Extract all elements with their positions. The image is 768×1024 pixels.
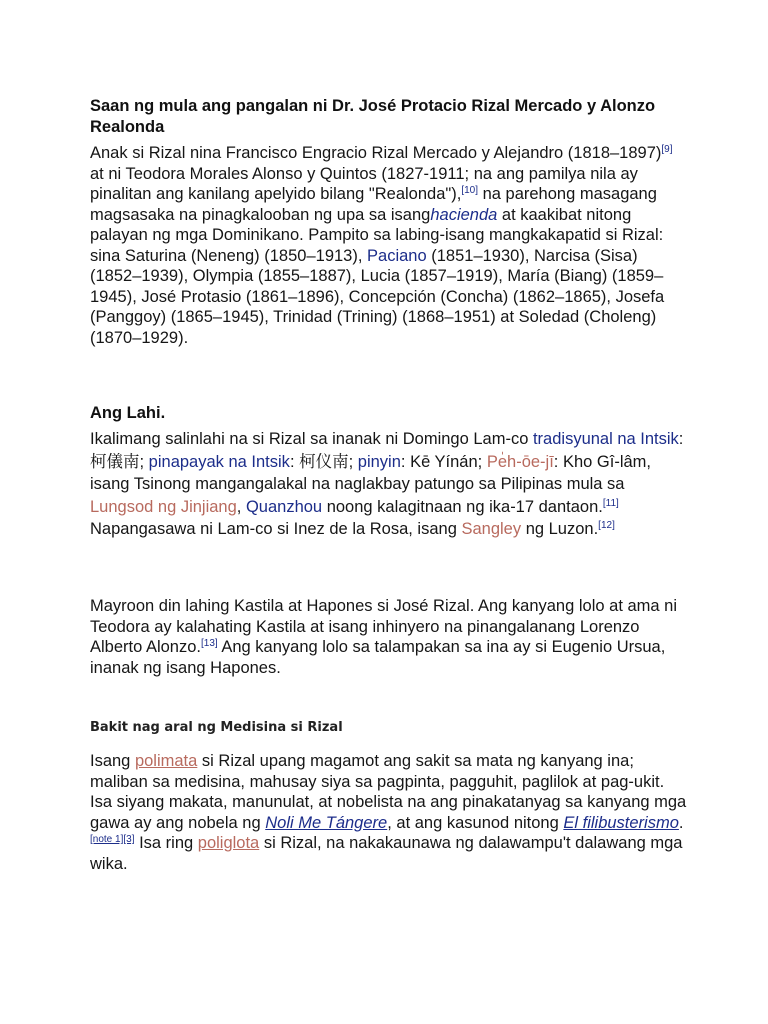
section-spanish-japanese	[90, 596, 690, 678]
pinyin-link[interactable]: pinyin	[357, 452, 401, 471]
tradisyunal-na-intsik-link[interactable]: tradisyunal na Intsik	[532, 430, 679, 448]
ref-12-link[interactable]: [12]	[598, 520, 615, 531]
heading-lineage: Ang Lahi.	[90, 404, 166, 422]
sangley-link[interactable]: Sangley	[461, 520, 522, 538]
poliglota-link[interactable]: poliglota	[197, 834, 260, 852]
paragraph-lineage: Ikalimang salinlahi na si Rizal sa inanak ni Domingo Lam-co tradisyunal na Intsik: 柯儀南; pinapayak na Intsik: 柯仪南; pinyin: Kē Yínán; Pe̍h-ōe-jī: Kho Gî-lâm, isang Tsinong mangangalakal na naglakbay patungo sa Pilipinas mula sa Lungsod ng Jinjiang, Quanzhou noong kalagitnaan ng ika-17 dantaon.[11] Napangasawa ni Lam-co si Inez de la Rosa, isang Sangley ng Luzon.[12]	[90, 430, 684, 538]
section-name-origin-body	[90, 143, 690, 348]
paragraph-spanish-japanese: Mayroon din lahing Kastila at Hapones si José Rizal. Ang kanyang lolo at ama ni Teodora ay kalahating Kastila at isang inhinyero na pinangalanang Lorenzo Alberto Alonzo.[13] Ang kanyang lolo sa talampakan sa ina ay si Eugenio Ursua, inanak ng isang Hapones.	[90, 597, 678, 677]
ref-13-link[interactable]: [13]	[201, 638, 218, 649]
note-1-link[interactable]: [note 1]	[90, 834, 124, 845]
section-lineage	[90, 403, 690, 424]
quanzhou-link[interactable]: Quanzhou	[245, 497, 323, 516]
ref-11-link[interactable]: [11]	[602, 497, 619, 509]
section-name-origin	[90, 96, 690, 138]
paragraph-medicine: Isang polimata si Rizal upang magamot ang sakit sa mata ng kanyang ina; maliban sa medisina, mahusay siya sa pagpinta, pagguhit, paglilok at pag-ukit. Isa siyang makata, manunulat, at nobelista na ang pinakatanyag sa kanyang mga gawa ay ang nobela ng Noli Me Tángere, at ang kasunod nitong El filibusterismo.[note 1][3] Isa ring poliglota si Rizal, na nakakaunawa ng dalawampu't dalawang mga wika.	[90, 752, 687, 873]
pinyin-name: Kē Yínán	[410, 452, 478, 471]
paragraph-family: Anak si Rizal nina Francisco Engracio Rizal Mercado y Alejandro (1818–1897)[9] at ni Teodora Morales Alonso y Quintos (1827-1911; na ang pamilya nila ay pinalitan ang kanilang apelyido bilang "Realonda"),[10] na parehong masagang magsasaka na pinagkalooban ng upa sa isanghacienda at kaakibat nitong palayan ng mga Dominikano. Pampito sa labing-isang mangkakapatid si Rizal: sina Saturina (Neneng) (1850–1913), Paciano (1851–1930), Narcisa (Sisa) (1852–1939), Olympia (1855–1887), Lucia (1857–1919), María (Biang) (1859–1945), José Protasio (1861–1896), Concepción (Concha) (1862–1865), Josefa (Panggoy) (1865–1945), Trinidad (Trining) (1868–1951) at Soledad (Choleng) (1870–1929).	[90, 144, 673, 347]
el-filibusterismo-link[interactable]: El filibusterismo	[563, 813, 679, 832]
section-medicine	[90, 719, 690, 737]
paciano-link[interactable]: Paciano	[367, 246, 427, 265]
noli-me-tangere-link[interactable]: Noli Me Tángere	[265, 813, 388, 832]
section-medicine-body	[90, 751, 690, 874]
chinese-name-simplified: 柯仪南	[299, 451, 349, 471]
ref-3-link[interactable]: [3]	[123, 834, 135, 845]
heading-name-origin: Saan ng mula ang pangalan ni Dr. José Protacio Rizal Mercado y Alonzo Realonda	[90, 97, 656, 136]
pinapayak-na-intsik-link[interactable]: pinapayak na Intsik	[148, 452, 290, 471]
heading-medicine: Bakit nag aral ng Medisina si Rizal	[90, 720, 343, 735]
hacienda-link[interactable]: hacienda	[430, 205, 498, 224]
section-lineage-body	[90, 428, 690, 541]
peh-oe-ji-link[interactable]: Pe̍h-ōe-jī	[486, 452, 554, 471]
polimata-link[interactable]: polimata	[134, 752, 198, 770]
ref-10-link[interactable]: [10]	[461, 185, 479, 196]
ref-9-link[interactable]: [9]	[661, 144, 673, 155]
lungsod-ng-jinjiang-link[interactable]: Lungsod ng Jinjiang	[90, 497, 237, 516]
chinese-name-traditional: 柯儀南	[90, 451, 140, 471]
